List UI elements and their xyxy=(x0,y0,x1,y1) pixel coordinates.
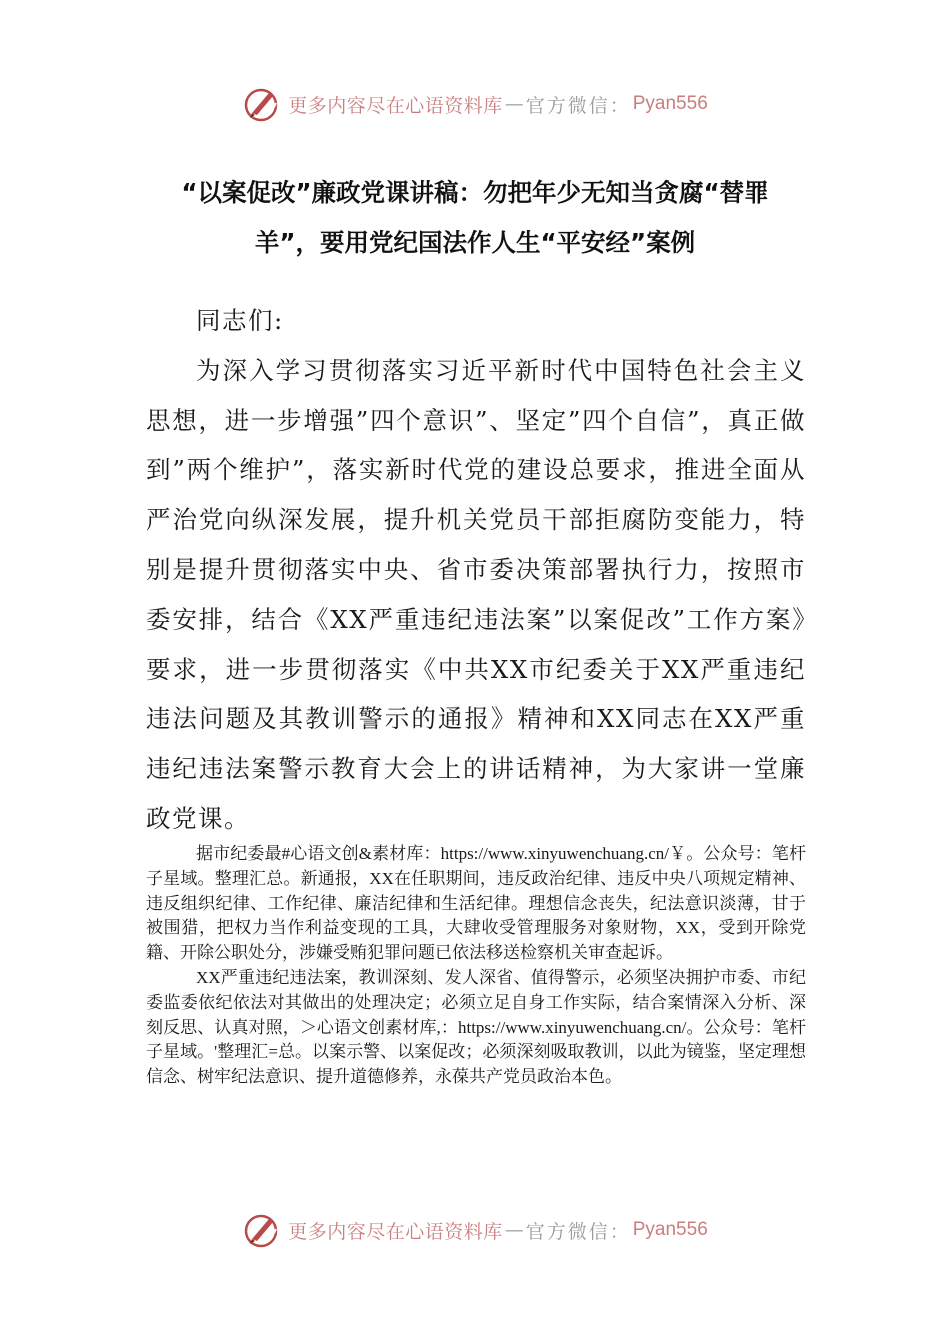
banner-wechat-id: Pyan556 xyxy=(632,93,708,114)
title-line-2: 羊”，要用党纪国法作人生“平安经”案例 xyxy=(254,228,696,257)
main-body xyxy=(146,296,806,844)
paragraph-case-report: 据市纪委最#心语文创&素材库：https://www.xinyuwenchuang.cn/￥。公众号：笔杆子星域。整理汇总。新通报，XX在任职期间，违反政治纪律、违反中央八项规定精神、违反组织纪律、工作纪律、廉洁纪律和生活纪律。理想信念丧失，纪法意识淡薄，甘于被围猎，把权力当作利益变现的工具，大肆收受管理服务对象财物，XX，受到开除党籍、开除公职处分，涉嫌受贿犯罪问题已依法移送检察机关审查起诉。 xyxy=(146,844,806,963)
banner-main-text: 更多内容尽在心语资料库 xyxy=(288,1220,503,1243)
bottom-watermark-banner xyxy=(0,1208,950,1252)
banner-wechat-id: Pyan556 xyxy=(632,1219,708,1240)
banner-wechat-label: 官方微信： xyxy=(525,94,631,117)
banner-dash: — xyxy=(504,1219,524,1241)
title-line-1: “以案促改”廉政党课讲稿：勿把年少无知当贪腐“替罪 xyxy=(181,178,769,207)
banner-wechat-label: 官方微信： xyxy=(525,1220,631,1243)
banner-main-text: 更多内容尽在心语资料库 xyxy=(288,94,503,117)
paragraph-intro: 为深入学习贯彻落实习近平新时代中国特色社会主义思想，进一步增强”四个意识”、坚定”四个自信”，真正做到”两个维护”，落实新时代党的建设总要求，推进全面从严治党向纵深发展，提升机关党员干部拒腐防变能力，特别是提升贯彻落实中央、省市委决策部署执行力，按照市委安排，结合《XX严重违纪违法案”以案促改”工作方案》要求，进一步贯彻落实《中共XX市纪委关于XX严重违纪违法问题及其教训警示的通报》精神和XX同志在XX严重违纪违法案警示教育大会上的讲话精神，为大家讲一堂廉政党课。 xyxy=(146,355,806,833)
paragraph-lessons: XX严重违纪违法案，教训深刻、发人深省、值得警示，必须坚决拥护市委、市纪委监委依纪依法对其做出的处理决定；必须立足自身工作实际，结合案情深入分析、深刻反思、认真对照，＞心语文创素材库,：https://www.xinyuwenchuang.cn/。公众号：笔杆子星域。'整理汇=总。以案示警、以案促改；必须深刻吸取教训，以此为镜鉴，坚定理想信念、树牢纪法意识、提升道德修养，永葆共产党员政治本色。 xyxy=(146,967,806,1087)
greeting: 同志们: xyxy=(196,306,284,335)
pen-logo-icon xyxy=(242,1210,282,1250)
pen-logo-icon xyxy=(242,84,282,124)
secondary-body xyxy=(146,842,806,1090)
top-watermark-banner xyxy=(0,82,950,126)
document-title xyxy=(145,168,805,268)
banner-dash: — xyxy=(504,93,524,115)
